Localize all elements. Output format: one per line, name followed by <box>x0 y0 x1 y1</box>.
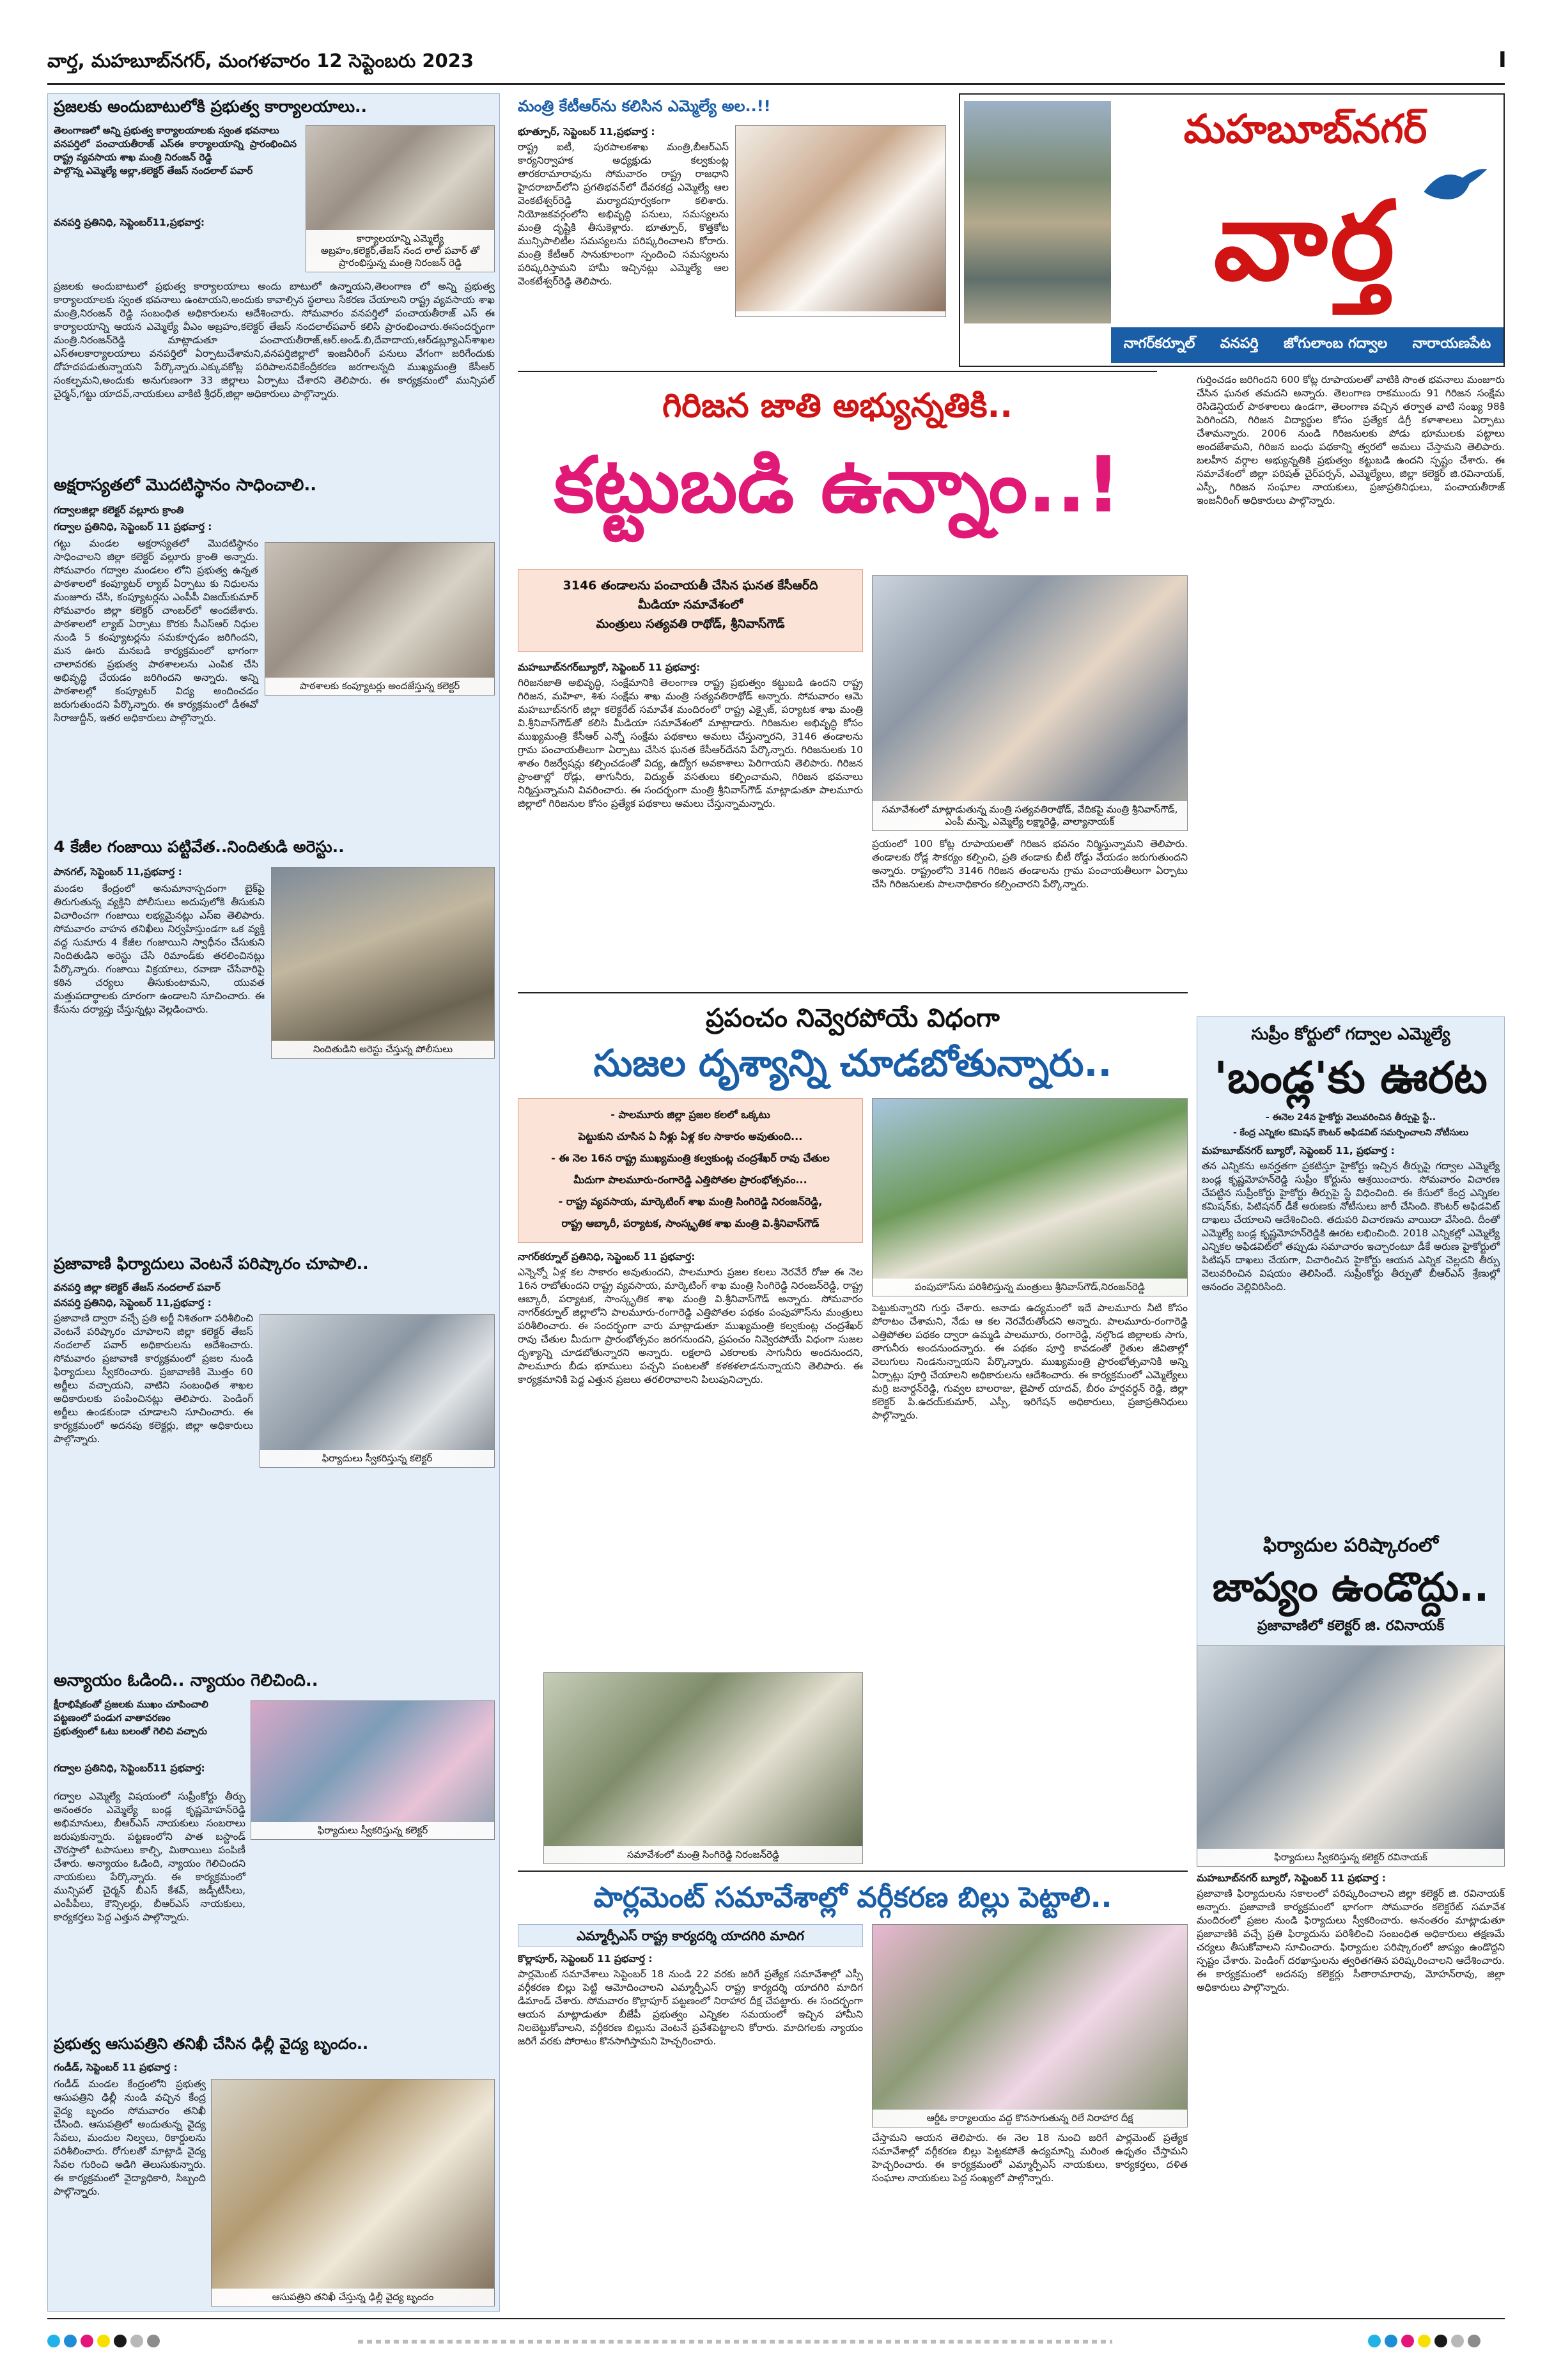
bandla-body: తన ఎన్నికను అనర్హతగా ప్రకటిస్తూ హైకోర్టు ఇచ్చిన తీర్పుపై గద్వాల ఎమ్మెల్యే బండ్ల కృష్ణమోహన్‌రెడ్డి సుప్రీం కోర్టును ఆశ్రయించారు. సోమవారం విచారణ చేపట్టిన సుప్రీంకోర్టు హైకోర్టు తీర్పుపై స్టే విధించింది. ఈ కేసులో కేంద్ర ఎన్నికల కమిషన్‌కు, పిటిషనర్ డీకే అరుణకు నోటీసులు జారీ చేసింది. కౌంటర్ అఫిడవిట్ దాఖలు చేయాలని ఆదేశించింది. తదుపరి విచారణను వాయిదా వేసింది. దీంతో ఎమ్మెల్యే బండ్ల కృష్ణమోహన్‌రెడ్డికి ఊరట లభించింది. 2018 ఎన్నికల్లో ఎమ్మెల్యే ఎన్నికల అఫిడవిట్‌లో తప్పుడు సమాచారం ఇచ్చారంటూ డీకే అరుణ హైకోర్టులో పిటిషన్ దాఖలు చేయగా, విచారించిన హైకోర్టు ఆయన ఎన్నిక చెల్లదని తీర్పు వెలువరించిన విషయం తెలిసిందే. సుప్రీంకోర్టు తీర్పుతో బీఆర్ఎస్ శ్రేణుల్లో ఆనందం వెల్లివిరిసింది. <box>1202 1160 1500 1293</box>
left-s4-caption: ఫిర్యాదులు స్వీకరిస్తున్న కలెక్టర్ <box>260 1450 494 1467</box>
left-s3-dateline: పానగల్, సెప్టెంబర్ 11,ప్రభవార్త : <box>54 866 182 878</box>
sujala-box-line-3: - ఈ నెల 16న రాష్ట్ర ముఖ్యమంత్రి కల్వకుంట్ల చంద్రశేఖర్ రావు చేతుల <box>551 1152 830 1164</box>
parliament-caption: ఆర్డీఓ కార్యాలయం వద్ద కొనసాగుతున్న రిలే నిరాహార దీక్ష <box>873 2110 1187 2127</box>
dove-icon <box>1420 164 1491 206</box>
masthead-paper: వార్త <box>1213 178 1397 305</box>
left-s2-body-cont <box>54 757 495 832</box>
parliament-body-right: చేస్తామని ఆయన తెలిపారు. ఈ నెల 18 నుంచి జరిగే పార్లమెంట్ ప్రత్యేక సమావేశాల్లో వర్గీకరణ బిల్లు పెట్టకపోతే ఉద్యమాన్ని మరింత ఉధృతం చేస్తామని హెచ్చరించారు. ఈ కార్యక్రమంలో ఎమ్మార్పీఎస్ నాయకులు, కార్యకర్తలు, దళిత సంఘాల నాయకులు పెద్ద సంఖ్యలో పాల్గొన్నారు. <box>872 2132 1188 2184</box>
left-s6-photo <box>211 2079 495 2306</box>
left-s6-body: గండీడ్ మండల కేంద్రంలోని ప్రభుత్వ ఆసుపత్రిని ఢిల్లీ నుండి వచ్చిన కేంద్ర వైద్య బృందం సోమవారం తనిఖీ చేసింది. ఆసుపత్రిలో అందుతున్న వైద్య సేవలు, మందుల నిల్వలు, రికార్డులను పరిశీలించారు. రోగులతో మాట్లాడి వైద్య సేవల గురించి అడిగి తెలుసుకున్నారు. ఈ కార్యక్రమంలో వైద్యాధికారి, సిబ్బంది పాల్గొన్నారు. <box>54 2078 206 2197</box>
color-mark <box>97 2335 110 2347</box>
japyam-kicker: ఫిర్యాదుల పరిష్కారంలో <box>1263 1534 1438 1557</box>
color-mark <box>81 2335 93 2347</box>
sujala-body-left: ఎన్నెన్నో ఏళ్ల కల సాకారం అవుతుందని, పాలమూరు ప్రజల కలలు నెరవేరే రోజు ఈ నెల 16న రాబోతుందని రాష్ట్ర వ్యవసాయ, మార్కెటింగ్ శాఖ మంత్రి సింగిరెడ్డి నిరంజన్‌రెడ్డి, రాష్ట్ర ఆబ్కారీ, పర్యాటక, సాంస్కృతిక శాఖ మంత్రి వి.శ్రీనివాస్‌గౌడ్ అన్నారు. సోమవారం నాగర్‌కర్నూల్ జిల్లాలోని పాలమూరు-రంగారెడ్డి ఎత్తిపోతల పథకం పంపుహౌస్‌ను మంత్రులు పరిశీలించారు. ఈ సందర్భంగా వారు మాట్లాడుతూ ముఖ్యమంత్రి కల్వకుంట్ల చంద్రశేఖర్ రావు చేతుల మీదుగా ప్రారంభోత్సవం జరగనుందని, ప్రపంచం నివ్వెరపోయే విధంగా సుజల దృశ్యాన్ని చూడబోతున్నారని అన్నారు. లక్షలాది ఎకరాలకు సాగునీరు అందనుందని, పాలమూరు బీడు భూములు పచ్చని పంటలతో కళకళలాడనున్నాయని తెలిపారు. ఈ కార్యక్రమానికి పెద్ద ఎత్తున ప్రజలు తరలిరావాలని పిలుపునిచ్చారు. <box>518 1266 863 1385</box>
japyam-photo <box>1197 1645 1505 1867</box>
mid-top-caption <box>736 311 945 316</box>
parliament-body-left: పార్లమెంట్ సమావేశాలు సెప్టెంబర్ 18 నుండి 22 వరకు జరిగే ప్రత్యేక సమావేశాల్లో ఎస్సీ వర్గీకరణ బిల్లు పెట్టి ఆమోదించాలని ఎమ్మార్పీఎస్ రాష్ట్ర కార్యదర్శి యాదగిరి మాదిగ డిమాండ్ చేశారు. సోమవారం కొల్లాపూర్ పట్టణంలో నిరాహార దీక్ష చేపట్టారు. ఈ సందర్భంగా ఆయన మాట్లాడుతూ బీజేపీ ప్రభుత్వం ఎన్నికల సమయంలో ఇచ్చిన హామీని నిలబెట్టుకోవాలని, వర్గీకరణ బిల్లును వెంటనే ప్రవేశపెట్టాలని కోరారు. మాదిగలకు న్యాయం జరిగే వరకు పోరాటం కొనసాగిస్తామని హెచ్చరించారు. <box>518 1968 863 2047</box>
bandla-kicker: సుప్రీం కోర్టులో గద్వాల ఎమ్మెల్యే <box>1251 1025 1450 1044</box>
left-s4-body-cont <box>54 1470 495 1666</box>
left-s1-dateline: వనపర్తి ప్రతినిధి, సెప్టెంబర్11,ప్రభవార్త: <box>54 217 205 228</box>
mid-rule-3 <box>518 1871 1188 1872</box>
footer-color-marks-left <box>47 2335 164 2350</box>
color-mark <box>1368 2335 1381 2347</box>
left-s1-photo <box>306 125 495 272</box>
sujala-box-line-6: రాష్ట్ర ఆబ్కారీ, పర్యాటక, సాంస్కృతిక శాఖ మంత్రి వి.శ్రీనివాస్‌గౌడ్ <box>561 1217 820 1229</box>
page-number: I <box>1498 47 1507 73</box>
sujala-box-line-4: మీదుగా పాలమూరు-రంగారెడ్డి ఎత్తిపోతల ప్రారంభోత్సవం... <box>573 1174 807 1186</box>
left-s2-body: గట్టు మండల అక్షరాస్యతలో మొదటిస్థానం సాధించాలని జిల్లా కలెక్టర్ వల్లూరు క్రాంతి అన్నారు. సోమవారం గద్వాల మండలం లోని ప్రభుత్వ ఉన్నత పాఠశాలలో కంప్యూటర్ ల్యాబ్ ఏర్పాటు కు నిధులను మంజూరు చేసి, కంప్యూటర్లను ఎంపీపీ విజయ్‌కుమార్ సోమవారం జిల్లా కలెక్టర్ చాంబర్‌లో అందజేశారు. పాఠశాలలో ల్యాబ్ ఏర్పాటు కొరకు సీఎస్ఆర్ నిధుల నుండి 5 కంప్యూటర్లను సమకూర్చడం జరిగిందని, మన ఊరు మనబడి కార్యక్రమంలో భాగంగా చాలావరకు ప్రభుత్వ పాఠశాలలను ఎంపిక చేసి అభివృద్ధి చేయడం జరిగిందని అన్నారు. అన్ని పాఠశాలల్లో కంప్యూటర్ విద్య అందించడం జరుగుతుందని పేర్కొన్నారు. ఈ కార్యక్రమంలో డీఈవో సిరాజుద్దీన్, ఇతర అధికారులు పాల్గొన్నారు. <box>54 538 258 724</box>
bottom-rule <box>47 2318 1505 2319</box>
sujala-kicker: ప్రపంచం నివ్వెరపోయే విధంగా <box>706 1004 1000 1033</box>
color-mark <box>1385 2335 1397 2347</box>
left-s5-body-cont <box>54 1845 495 2030</box>
japyam-body: ప్రజావాణి ఫిర్యాదులను సకాలంలో పరిష్కరించాలని జిల్లా కలెక్టర్ జి. రవినాయక్ అన్నారు. ప్రజావాణి కార్యక్రమంలో భాగంగా సోమవారం కలెక్టరేట్ సమావేశ మందిరంలో ప్రజల నుండి ఫిర్యాదులు స్వీకరించారు. అనంతరం మాట్లాడుతూ ప్రజావాణికి వచ్చే ప్రతి ఫిర్యాదును పరిశీలించి సంబంధిత అధికారులు తక్షణమే చర్యలు తీసుకోవాలని సూచించారు. ఫిర్యాదుల పరిష్కారంలో జాప్యం ఉండొద్దని స్పష్టం చేశారు. పెండింగ్ దరఖాస్తులను త్వరితగతిన పరిష్కరించాలని ఆదేశించారు. ఈ కార్యక్రమంలో అదనపు కలెక్టర్లు సీతారామారావు, మోహన్‌రావు, జిల్లా అధికారులు పాల్గొన్నారు. <box>1197 1888 1505 1993</box>
left-s2-caption: పాఠశాలకు కంప్యూటర్లు అందజేస్తున్న కలెక్టర్ <box>265 678 494 695</box>
bandla-sub-1: - ఈనెల 24న హైకోర్టు వెలువరించిన తీర్పుపై స్టే.. <box>1265 1112 1436 1123</box>
region-gadwal: జోగులాంబ గద్వాల <box>1283 336 1388 352</box>
sujala-box-line-5: - రాష్ట్ర వ్యవసాయ, మార్కెటింగ్ శాఖ మంత్రి సింగిరెడ్డి నిరంజన్‌రెడ్డి, <box>558 1195 823 1208</box>
parliament-sub: ఎమ్మార్పీఎస్ రాష్ట్ర కార్యదర్శి యాదగిరి మాదిగ <box>518 1924 863 1947</box>
region-nagarkurnool: నాగర్‌కర్నూల్ <box>1123 336 1195 352</box>
mid-top-photo <box>735 125 946 317</box>
region-wanaparthy: వనపర్తి <box>1220 336 1259 352</box>
parliament-dateline: కొల్లాపూర్, సెప్టెంబర్ 11 ప్రభవార్త : <box>518 1953 653 1964</box>
main-headline: కట్టుబడి ఉన్నాం..! <box>554 441 1121 530</box>
left-s1-title: ప్రజలకు అందుబాటులోకి ప్రభుత్వ కార్యాలయాలు.. <box>54 97 367 116</box>
masthead-dam-photo <box>964 101 1111 323</box>
color-mark <box>1468 2335 1480 2347</box>
footer-register-bar <box>358 2340 1112 2344</box>
left-s4-sub: వనపర్తి జిల్లా కలెక్టర్ తేజస్ నందలాల్ పవార్ <box>54 1282 221 1293</box>
sujala-body-right: పెట్టుకున్నారని గుర్తు చేశారు. ఆనాడు ఉద్యమంలో ఇదే పాలమూరు నీటి కోసం పోరాటం చేశామని, నేడు ఆ కల నెరవేరుతోందని అన్నారు. పాలమూరు-రంగారెడ్డి ఎత్తిపోతల పథకం ద్వారా ఉమ్మడి పాలమూరు, రంగారెడ్డి, నల్గొండ జిల్లాలకు సాగు, తాగునీరు అందనుందన్నారు. ఈ పథకం పూర్తి కావడంతో రైతుల జీవితాల్లో వెలుగులు నిండనున్నాయని పేర్కొన్నారు. ముఖ్యమంత్రి ప్రారంభోత్సవానికి అన్ని ఏర్పాట్లు పూర్తి చేయాలని అధికారులను ఆదేశించారు. ఈ కార్యక్రమంలో ఎమ్మెల్యేలు మర్రి జనార్దన్‌రెడ్డి, గువ్వల బాలరాజు, జైపాల్ యాదవ్, బీరం హర్షవర్ధన్ రెడ్డి, జిల్లా కలెక్టర్ పి.ఉదయ్‌కుమార్, ఎస్పీ, ఇరిగేషన్ అధికారులు, ప్రజాప్రతినిధులు పాల్గొన్నారు. <box>872 1302 1188 1421</box>
main-body-left: గిరిజనజాతి అభివృద్ధి, సంక్షేమానికి తెలంగాణ రాష్ట్ర ప్రభుత్వం కట్టుబడి ఉందని రాష్ట్ర గిరిజన, మహిళా, శిశు సంక్షేమ శాఖ మంత్రి సత్యవతిరాథోడ్ అన్నారు. సోమవారం ఆమె మహబూబ్‌నగర్ జిల్లా కలెక్టరేట్ సమావేశ మందిరంలో రాష్ట్ర ఎక్సైజ్, పర్యాటక శాఖ మంత్రి వి.శ్రీనివాస్‌గౌడ్‌తో కలిసి మీడియా సమావేశంలో మాట్లాడారు. గిరిజనుల అభివృద్ధి కోసం ముఖ్యమంత్రి కేసీఆర్ ఎన్నో సంక్షేమ పథకాలు అమలు చేస్తున్నారని, 3146 తండాలను గ్రామ పంచాయతీలుగా ఏర్పాటు చేసిన ఘనత కేసీఆర్‌దేనని పేర్కొన్నారు. గిరిజనులకు 10 శాతం రిజర్వేషన్లు కల్పించడంతో విద్య, ఉద్యోగ అవకాశాలు పెరిగాయని తెలిపారు. గిరిజన ప్రాంతాల్లో రోడ్లు, తాగునీరు, విద్యుత్ వసతులు కల్పించామని, గిరిజన భవనాలు నిర్మిస్తున్నామని వివరించారు. ఈ సందర్భంగా మంత్రి శ్రీనివాస్‌గౌడ్ మాట్లాడుతూ పాలమూరు జిల్లాలో గిరిజనుల కోసం ప్రత్యేక పథకాలు అమలు చేస్తున్నామన్నారు. <box>518 677 863 809</box>
sujala-caption-1: పంపుహౌస్‌ను పరిశీలిస్తున్న మంత్రులు శ్రీనివాస్‌గౌడ్,నిరంజన్‌రెడ్డి <box>873 1279 1187 1296</box>
left-s1-sub: తెలంగాణలో అన్ని ప్రభుత్వ కార్యాలయాలకు స్వంత భవనాలు వనపర్తిలో పంచాయతీరాజ్ ఎస్ఈ కార్యాలయాన్ని ప్రారంభించిన రాష్ట్ర వ్యవసాయ శాఖ మంత్రి నిరంజన్ రెడ్డి పాల్గొన్న ఎమ్మెల్యే ఆల్లా,కలెక్టర్ తేజస్ నందలాల్ పవార్ <box>54 125 297 176</box>
main-box-line-2: మీడియా సమావేశంలో <box>638 598 743 612</box>
mid-rule-1 <box>518 371 1157 372</box>
sujala-photo-2 <box>543 1672 863 1864</box>
japyam-sub: ప్రజావాణిలో కలెక్టర్ జి. రవినాయక్ <box>1257 1618 1445 1634</box>
color-mark <box>1434 2335 1447 2347</box>
left-s1-body <box>54 216 298 277</box>
japyam-dateline: మహబూబ్‌నగర్ బ్యూరో, సెప్టెంబర్ 11 ప్రభవార్త : <box>1197 1872 1386 1884</box>
left-s6-dateline: గండీడ్, సెప్టెంబర్ 11 ప్రభవార్త : <box>54 2062 178 2073</box>
main-dateline: మహబూబ్‌నగర్‌బ్యూరో, సెప్టెంబర్ 11 ప్రభవార్త: <box>518 662 701 673</box>
main-box-line-3: మంత్రులు సత్యవతి రాథోడ్, శ్రీనివాస్‌గౌడ్ <box>596 617 785 631</box>
left-s2-photo <box>265 542 495 696</box>
color-mark <box>130 2335 143 2347</box>
japyam-headline: జాప్యం ఉండొద్దు.. <box>1212 1564 1489 1610</box>
left-s4-body: ప్రజావాణి ద్వారా వచ్చే ప్రతి అర్జీ నిశితంగా పరిశీలించి వెంటనే పరిష్కారం చూపాలని జిల్లా కలెక్టర్ తేజస్ నందలాల్ పవార్ అధికారులను ఆదేశించారు. సోమవారం ప్రజావాణి కార్యక్రమంలో ప్రజల నుండి ఫిర్యాదులు స్వీకరించారు. ప్రజావాణికి మొత్తం 60 అర్జీలు వచ్చాయని, వాటిని సంబంధిత శాఖల అధికారులకు పంపించినట్లు తెలిపారు. పెండింగ్ అర్జీలు ఉండకుండా చూడాలని సూచించారు. ఈ కార్యక్రమంలో అదనపు కలెక్టర్లు, జిల్లా అధికారులు పాల్గొన్నారు. <box>54 1312 253 1445</box>
color-mark <box>1451 2335 1464 2347</box>
footer-color-marks-right <box>1368 2335 1484 2350</box>
sujala-headline: సుజల దృశ్యాన్ని చూడబోతున్నారు.. <box>593 1041 1112 1085</box>
masthead-district: మహబూబ్‌నగర్ <box>1183 105 1427 152</box>
left-s3-body: మండల కేంద్రంలో అనుమానాస్పదంగా బైక్‌పై తిరుగుతున్న వ్యక్తిని పోలీసులు అదుపులోకి తీసుకుని విచారించగా గంజాయి లభ్యమైనట్లు ఎస్ఐ తెలిపారు. సోమవారం వాహన తనిఖీలు నిర్వహిస్తుండగా ఒక వ్యక్తి వద్ద సుమారు 4 కేజీల గంజాయిని స్వాధీనం చేసుకుని నిందితుడిని అరెస్టు చేసి రిమాండ్‌కు తరలించినట్లు పేర్కొన్నారు. గంజాయి విక్రయాలు, రవాణా చేసేవారిపై కఠిన చర్యలు తీసుకుంటామని, యువత మత్తుపదార్థాలకు దూరంగా ఉండాలని సూచించారు. ఈ కేసును దర్యాప్తు చేస్తున్నట్లు వెల్లడించారు. <box>54 883 265 1015</box>
main-body-right: గుర్తించడం జరిగిందని 600 కోట్ల రూపాయలతో వాటికి సొంత భవనాలు మంజూరు చేసిన ఘనత తమదని అన్నారు. తెలంగాణ రాకముందు 91 గిరిజన సంక్షేమ రెసిడెన్షియల్ పాఠశాలలు ఉండగా, తెలంగాణ వచ్చిన తర్వాత వాటి సంఖ్య 98కి పెరిగిందని, గిరిజన విద్యార్థుల కోసం ప్రత్యేక డిగ్రీ కళాశాలలు ఏర్పాటు చేశామన్నారు. 2006 నుండి గిరిజనులకు పోడు భూములకు పట్టాలు అందజేశామని, గిరిజన బంధు పథకాన్ని త్వరలో అమలు చేస్తామని తెలిపారు. బలహీన వర్గాల అభ్యున్నతికి ప్రభుత్వం కట్టుబడి ఉందని స్పష్టం చేశారు. ఈ సమావేశంలో జిల్లా పరిషత్ చైర్‌పర్సన్, ఎమ్మెల్యేలు, జిల్లా కలెక్టర్ జి.రవినాయక్, ఎస్పీ, గిరిజన సంఘాల నాయకులు, ప్రజాప్రతినిధులు, పంచాయతీరాజ్ ఇంజనీరింగ్ అధికారులు పాల్గొన్నారు. <box>1197 374 1505 506</box>
region-narayanpet: నారాయణపేట <box>1412 336 1491 352</box>
masthead-region-bar <box>1111 327 1503 363</box>
left-s4-dateline: వనపర్తి ప్రతినిధి, సెప్టెంబర్ 11,ప్రభవార్త : <box>54 1297 212 1309</box>
left-s4-title: ప్రజావాణి ఫిర్యాదులు వెంటనే పరిష్కారం చూపాలి.. <box>54 1254 369 1273</box>
left-s5-photo <box>251 1700 495 1840</box>
left-s3-photo <box>271 867 495 1059</box>
left-s3-body-cont <box>54 1061 495 1249</box>
main-body-mid: ప్రయంలో 100 కోట్ల రూపాయలతో గిరిజన భవనం నిర్మిస్తున్నామని తెలిపారు. తండాలకు రోడ్ల సౌకర్యం కల్పించి, ప్రతి తండాకు బీటీ రోడ్డు వేయడం జరుగుతుందని అన్నారు. రాష్ట్రంలోని 3146 గిరిజన తండాలను గ్రామ పంచాయతీలుగా ఏర్పాటు చేసి గిరిజనులకు పాలనాధికారం కల్పించారని పేర్కొన్నారు. <box>872 838 1188 890</box>
mid-rule-2 <box>518 992 1188 993</box>
color-mark <box>47 2335 60 2347</box>
bandla-headline: 'బండ్ల'కు ఊరట <box>1214 1053 1488 1103</box>
left-s5-caption: ఫిర్యాదులు స్వీకరిస్తున్న కలెక్టర్ <box>251 1822 494 1839</box>
main-photo <box>872 575 1188 831</box>
main-box-line-1: 3146 తండాలను పంచాయతీ చేసిన ఘనత కేసీఆర్‌ది <box>563 579 818 593</box>
left-s6-caption: ఆసుపత్రిని తనిఖీ చేస్తున్న ఢిల్లీ వైద్య బృందం <box>212 2289 494 2306</box>
left-s1-caption: కార్యాలయాన్ని ఎమ్మెల్యే అబ్రహం,కలెక్టర్,తేజస్ నంద లాల్ పవార్ తో ప్రారంభిస్తున్న మంత్రి నిరంజన్ రెడ్డి <box>306 230 494 272</box>
mid-top-dateline: భూత్పూర్, సెప్టెంబర్ 11,ప్రభవార్త : <box>518 126 655 137</box>
color-mark <box>1401 2335 1414 2347</box>
left-s2-sub: గద్వాలజిల్లా కలెక్టర్ వల్లూరు క్రాంతి <box>54 504 184 516</box>
parliament-headline: పార్లమెంట్ సమావేశాల్లో వర్గీకరణ బిల్లు పెట్టాలి.. <box>593 1881 1112 1914</box>
mid-top-title: మంత్రి కేటీఆర్‌ను కలిసిన ఎమ్మెల్యే అల..!! <box>518 97 771 115</box>
sujala-dateline: నాగర్‌కర్నూల్ ప్రతినిధి, సెప్టెంబర్ 11 ప్రభవార్త: <box>518 1251 695 1263</box>
sujala-photo-1 <box>872 1098 1188 1296</box>
sujala-box-line-1: - పాలమూరు జిల్లా ప్రజల కలలో ఒక్కటు <box>610 1108 770 1121</box>
left-s5-dateline: గద్వాల ప్రతినిధి, సెప్టెంబర్11 ప్రభవార్త: <box>54 1762 205 1774</box>
bandla-dateline: మహబూబ్‌నగర్ బ్యూరో, సెప్టెంబర్ 11, ప్రభవార్త : <box>1202 1145 1395 1156</box>
left-s5-title: అన్యాయం ఓడింది.. న్యాయం గెలిచింది.. <box>54 1671 318 1690</box>
top-rule <box>47 83 1505 85</box>
mid-top-body: రాష్ట్ర ఐటీ, పురపాలకశాఖ మంత్రి,బీఆర్ఎస్ కార్యనిర్వాహక అధ్యక్షుడు కల్వకుంట్ల తారకరామారావును సోమవారం రాష్ట్ర రాజధాని హైదరాబాద్‌లోని ప్రగతిభవన్‌లో దేవరకద్ర ఎమ్మెల్యే ఆల వెంకటేశ్వర్‌రెడ్డి మర్యాదపూర్వకంగా కలిశారు. నియోజకవర్గంలోని అభివృద్ధి పనులు, సమస్యలను మంత్రి దృష్టికి తీసుకెళ్లారు. భూత్పూర్, కొత్తకోట మున్సిపాలిటీల సమస్యలను పరిష్కరించాలని కోరారు. మంత్రి కేటీఆర్ సానుకూలంగా స్పందించి సమస్యలను పరిష్కరిస్తామని హామీ ఇచ్చినట్లు ఎమ్మెల్యే ఆల వెంకటేశ్వర్‌రెడ్డి తెలిపారు. <box>518 141 729 287</box>
masthead <box>959 93 1505 367</box>
left-s5-body: గద్వాల ఎమ్మెల్యే విషయంలో సుప్రీంకోర్టు తీర్పు అనంతరం ఎమ్మెల్యే బండ్ల కృష్ణమోహన్‌రెడ్డి అభిమానులు, బీఆర్ఎస్ నాయకులు సంబరాలు జరుపుకున్నారు. పట్టణంలోని పాత బస్టాండ్ చౌరస్తాలో టపాసులు కాల్చి, మిఠాయిలు పంపిణీ చేశారు. అన్యాయం ఓడింది, న్యాయం గెలిచిందని నాయకులు పేర్కొన్నారు. ఈ కార్యక్రమంలో మున్సిపల్ చైర్మన్ బీఎస్ కేశవ్, జడ్పీటీసీలు, ఎంపీపీలు, కౌన్సిలర్లు, బీఆర్ఎస్ నాయకులు, కార్యకర్తలు పెద్ద ఎత్తున పాల్గొన్నారు. <box>54 1791 245 1923</box>
left-s3-title: 4 కేజీల గంజాయి పట్టివేత..నిందితుడి అరెస్టు.. <box>54 837 345 856</box>
left-s3-caption: నిందితుడిని అరెస్టు చేస్తున్న పోలీసులు <box>272 1041 494 1058</box>
sujala-caption-2: సమావేశంలో మంత్రి సింగిరెడ్డి నిరంజన్‌రెడ్డి <box>544 1846 862 1863</box>
japyam-caption: ఫిర్యాదులు స్వీకరిస్తున్న కలెక్టర్ రవినాయక్ <box>1197 1849 1504 1866</box>
sujala-box-line-2: పెట్టుకుని చూసిన ఏ నీళ్లు ఏళ్ల కల సాకారం అవుతుంది... <box>578 1130 803 1142</box>
main-caption: సమావేశంలో మాట్లాడుతున్న మంత్రి సత్యవతిరాథోడ్, వేదికపై మంత్రి శ్రీనివాస్‌గౌడ్, ఎంపీ మన్నె, ఎమ్మెల్యే లక్ష్మారెడ్డి, వాల్యానాయక్ <box>873 801 1187 830</box>
top-dateline: వార్త, మహబూబ్‌నగర్, మంగళవారం 12 సెప్టెంబరు 2023 <box>47 50 474 72</box>
left-s4-photo <box>260 1314 495 1468</box>
color-mark <box>147 2335 160 2347</box>
bandla-sub-2: - కేంద్ర ఎన్నికల కమిషన్ కౌంటర్ అఫిడవిట్ సమర్పించాలని నోటీసులు <box>1232 1128 1469 1138</box>
left-s2-title: అక్షరాస్యతలో మొదటిస్థానం సాధించాలి.. <box>54 476 317 495</box>
left-s5-sub: క్షీరాభిషేకంతో ప్రజలకు ముఖం చూపించాలి పట్టణంలో పండుగ వాతావరణం ప్రభుత్వంలో ఓటు బలంతో గెలిచి వచ్చారు <box>54 1699 208 1737</box>
left-s1-body-text: ప్రజలకు అందుబాటులో ప్రభుత్వ కార్యాలయాలు అందు బాటులో ఉన్నాయని,తెలంగాణ లో అన్ని ప్రభుత్వ కార్యాలయాలకు స్వంత భవనాలు ఉంటాయని,అందుకు కావాల్సిన స్థలాలు సేకరణ చేయాలని రాష్ట్ర వ్యవసాయ శాఖ మంత్రి,నిరంజన్ రెడ్డి సంబంధిత అధికారులను ఆదేశించారు. సోమవారం వనపర్తిలో పంచాయతీరాజ్ ఎస్ ఈ కార్యాలయాన్ని ఆయన ఎమ్మెల్యే వీఎం అబ్రహం,కలెక్టర్ తేజస్ నందలాల్‌పవార్ కలిసి ప్రారంభించారు.ఈసందర్భంగా మంత్రి.నిరంజన్‌రెడ్డి మాట్లాడుతూ పంచాయతీరాజ్,ఆర్.అండ్.బి,దేవాదాయ,ఆర్‌డబ్ల్యూఎస్‌శాఖల ఎస్ఈలకార్యాలయాలు వనపర్తిలో ఏర్పాటుచేశామని,వనపర్తిజిల్లాలో ఇంజనీరింగ్ పనులు వేగంగా జరిగేందుకు దోహదపడుతున్నాయని పేర్కొన్నారు.ఎక్కువకోట్ల పరిపాలనవికేంద్రీకరణ జరగాలన్నది ముఖ్యమంత్రి కేసీఆర్ సంకల్పమని,అందుకు అనుగుణంగా 33 జిల్లాలు ఏర్పాటు చేశారని తెలిపారు. ఈ కార్యక్రమంలో మున్సిపల్ చైర్మన్,గట్టు యాదవ్,నాయకులు వాకిటి శ్రీధర్,జిల్లా అధికారులు పాల్గొన్నారు. <box>54 281 495 400</box>
left-s6-title: ప్రభుత్వ ఆసుపత్రిని తనిఖీ చేసిన ఢిల్లీ వైద్య బృందం.. <box>54 2035 369 2053</box>
main-box <box>518 569 863 652</box>
color-mark <box>1418 2335 1431 2347</box>
parliament-photo <box>872 1924 1188 2127</box>
color-mark <box>114 2335 127 2347</box>
sujala-box <box>518 1098 863 1243</box>
main-kicker: గిరిజన జాతి అభ్యున్నతికి.. <box>662 387 1013 425</box>
color-mark <box>64 2335 77 2347</box>
left-s2-dateline: గద్వాల ప్రతినిధి, సెప్టెంబర్ 11 ప్రభవార్త : <box>54 521 212 533</box>
